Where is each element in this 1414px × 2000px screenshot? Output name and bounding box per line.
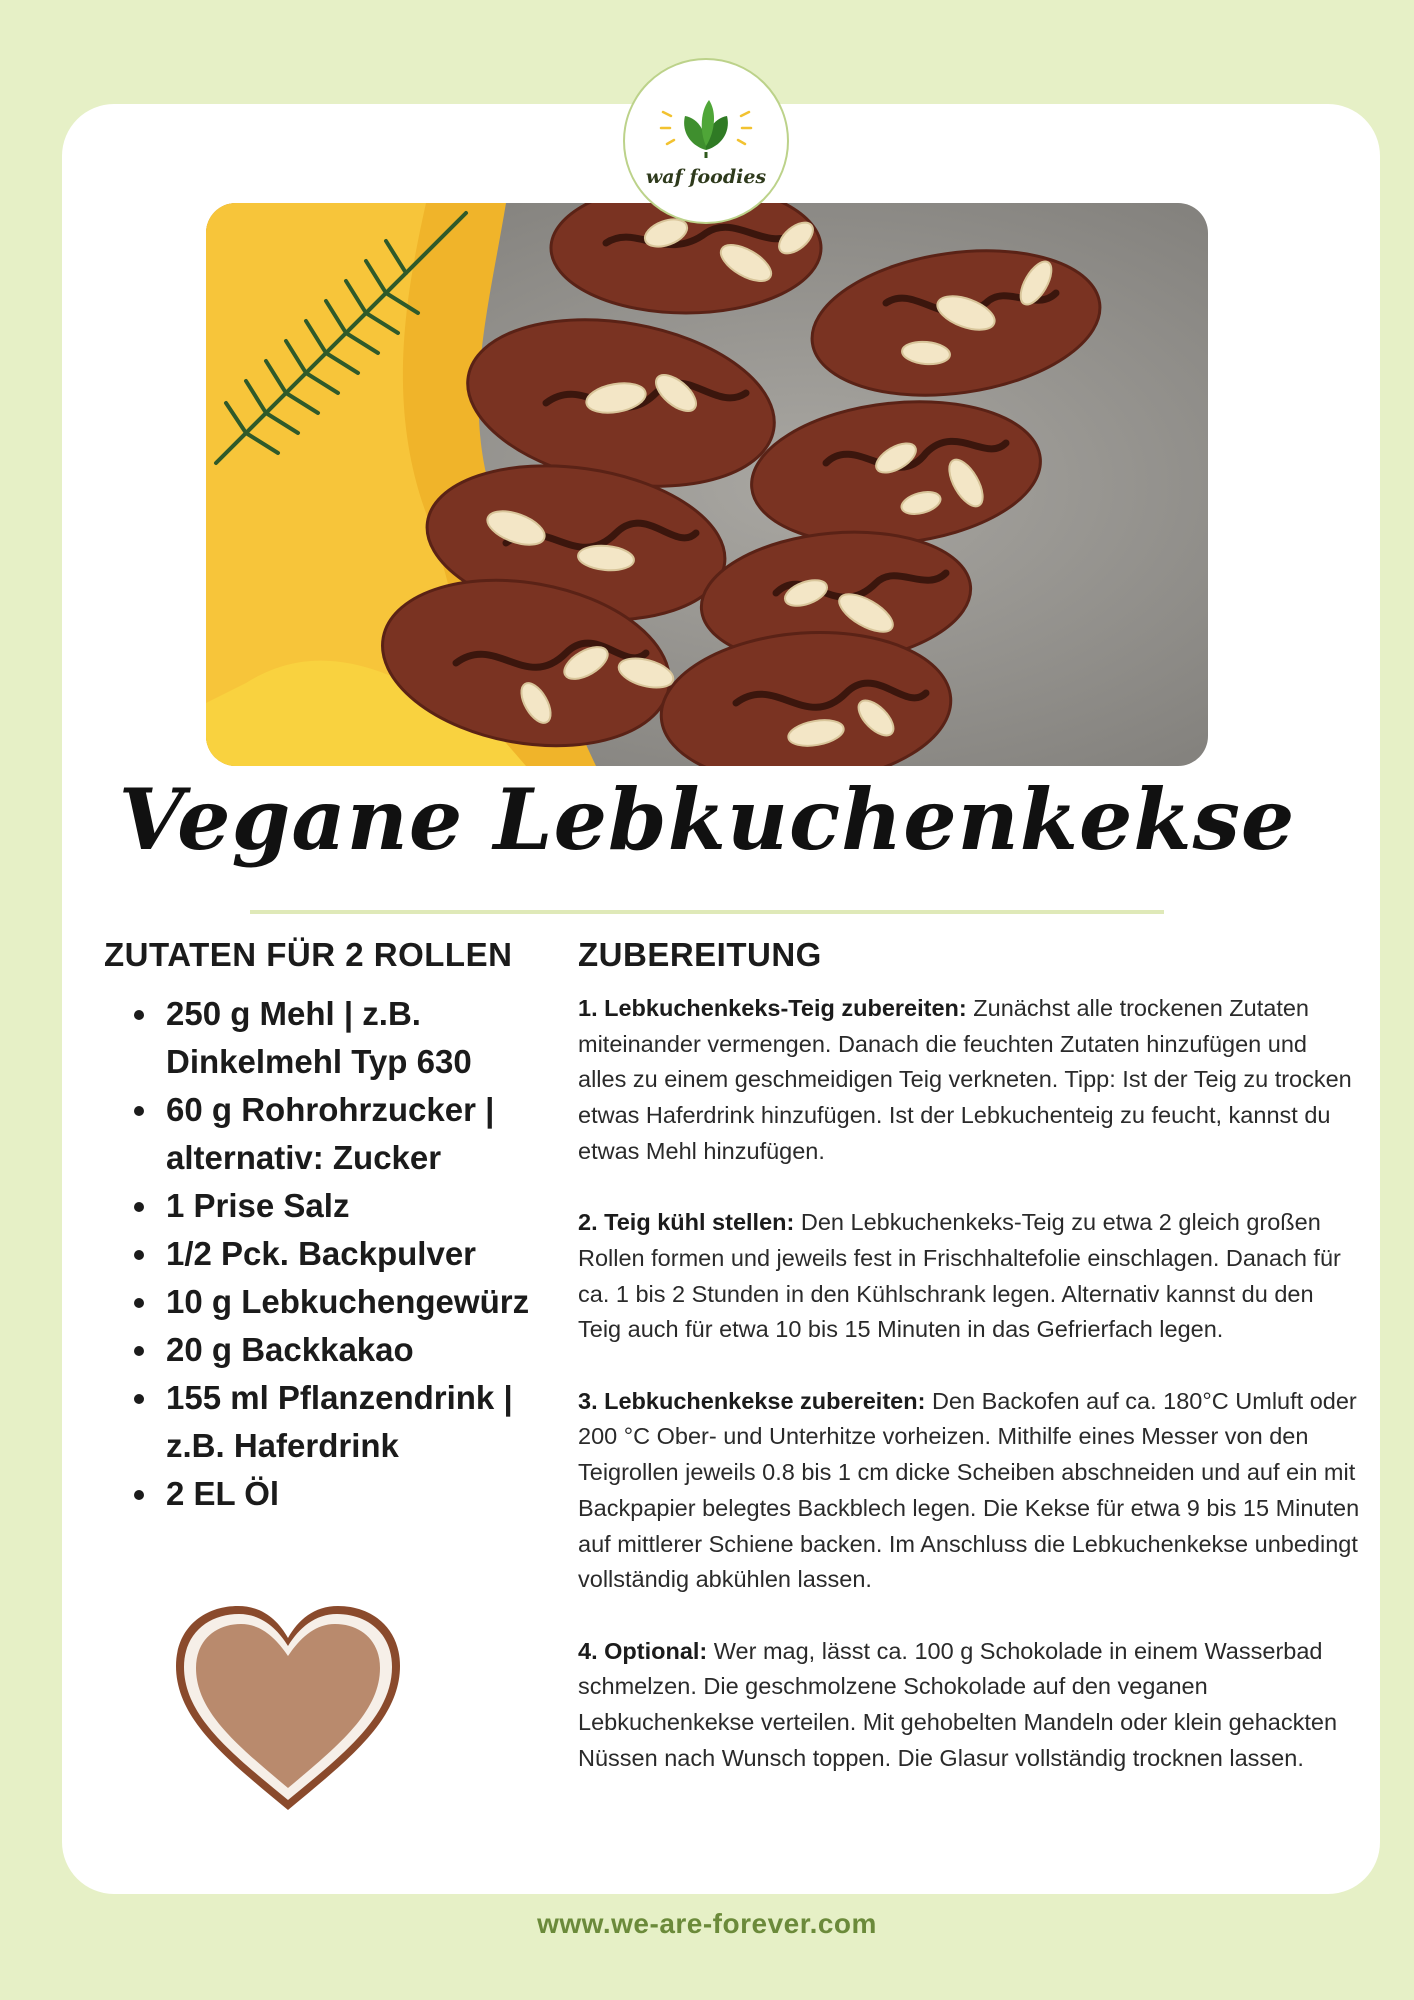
step-4 — [578, 1634, 1360, 1777]
step-text: Wer mag, lässt ca. 100 g Schokolade in einem Wasserbad schmelzen. Die geschmolzene Schokolade auf den veganen Lebkuchenkekse verteilen. Mit gehobelten Mandeln oder klein gehackten Nüssen nach Wunsch toppen. Die Glasur vollständig trocknen lassen. — [578, 1637, 1338, 1771]
step-text: Zunächst alle trockenen Zutaten miteinander vermengen. Danach die feuchten Zutaten hinzufügen und alles zu einem geschmeidigen Teig verkneten. Tipp: Ist der Teig zu trocken etwas Haferdrink hinzufügen. Ist der Lebkuchenteig zu feucht, kannst du etwas Mehl hinzufügen. — [578, 995, 1352, 1164]
step-text: Den Lebkuchenkeks-Teig zu etwa 2 gleich großen Rollen formen und jeweils fest in Frischhaltefolie einschlagen. Danach für ca. 1 bis 2 Stunden in den Kühlschrank legen. Alternativ kannst du den Teig auch für etwa 10 bis 15 Minuten in das Gefrierfach legen. — [578, 1209, 1341, 1343]
brand-logo — [623, 58, 789, 224]
list-item: 20 g Backkakao — [130, 1326, 550, 1374]
preparation-heading: ZUBEREITUNG — [578, 936, 822, 973]
step-1 — [578, 991, 1360, 1170]
step-label: 1. Lebkuchenkeks-Teig zubereiten: — [578, 995, 967, 1021]
list-item: 155 ml Pflanzendrink | z.B. Haferdrink — [130, 1374, 550, 1470]
list-item: 2 EL Öl — [130, 1470, 550, 1518]
list-item: 1/2 Pck. Backpulver — [130, 1230, 550, 1278]
list-item: 10 g Lebkuchengewürz — [130, 1278, 550, 1326]
step-3 — [578, 1384, 1360, 1598]
step-label: 2. Teig kühl stellen: — [578, 1209, 795, 1236]
preparation-steps — [578, 991, 1360, 1812]
recipe-title: Vegane Lebkuchenkekse — [118, 770, 1296, 869]
logo-text: waf foodies — [645, 166, 767, 188]
ingredients-heading: ZUTATEN FÜR 2 ROLLEN — [104, 936, 513, 973]
step-2 — [578, 1205, 1360, 1348]
step-label: 3. Lebkuchenkekse zubereiten: — [578, 1387, 926, 1414]
list-item: 1 Prise Salz — [130, 1182, 550, 1230]
list-item: 60 g Rohrohrzucker | alternativ: Zucker — [130, 1086, 550, 1182]
basil-leaves-icon — [625, 60, 787, 222]
cookies-photo — [206, 203, 1208, 766]
step-label: 4. Optional: — [578, 1637, 708, 1664]
ingredients-list — [130, 990, 550, 1518]
website-link[interactable]: www.we-are-forever.com — [537, 1908, 877, 1939]
list-item: 250 g Mehl | z.B. Dinkelmehl Typ 630 — [130, 990, 550, 1086]
gingerbread-heart-icon — [168, 1600, 408, 1820]
title-divider — [250, 910, 1164, 914]
step-text: Den Backofen auf ca. 180°C Umluft oder 200 °C Ober- und Unterhitze vorheizen. Mithilfe eines Messer von den Teigrollen jeweils 0.8 bis 1 cm dicke Scheiben abschneiden und auf ein mit Backpapier belegtes Backblech legen. Die Kekse für etwa 9 bis 15 Minuten auf mittlerer Schiene backen. Im Anschluss die Lebkuchenkekse unbedingt vollständig abkühlen lassen. — [578, 1387, 1360, 1593]
